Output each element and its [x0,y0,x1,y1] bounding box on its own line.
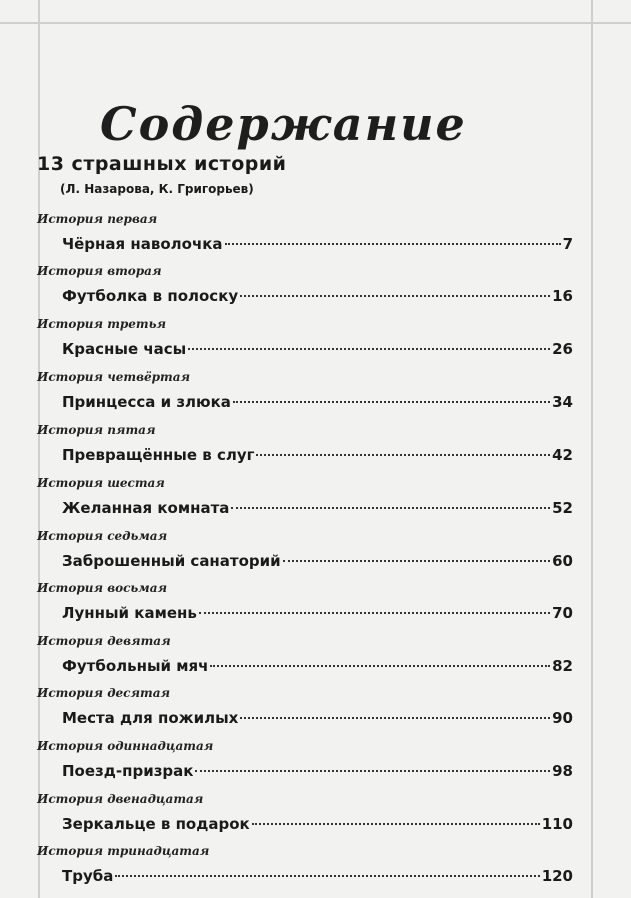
toc-entry[interactable] [37,423,573,477]
toc-entry[interactable] [37,792,573,846]
dot-leader [199,612,550,614]
story-number-label: История двенадцатая [37,792,204,806]
page-number: 34 [552,393,573,411]
dot-leader [256,454,550,456]
page-number: 26 [552,340,573,358]
page-number: 90 [552,709,573,727]
story-number-label: История одиннадцатая [37,739,214,753]
page-number: 82 [552,657,573,675]
story-title: Труба [62,867,114,885]
toc-entry[interactable] [37,317,573,371]
page-number: 60 [552,552,573,570]
story-title: Принцесса и злюка [62,393,231,411]
dot-leader [233,401,550,403]
story-title: Футболка в полоску [62,287,239,305]
story-number-label: История четвёртая [37,370,191,384]
story-title: Места для пожилых [62,709,239,727]
frame-top-border [0,22,631,24]
page-number: 7 [562,235,573,253]
page-number: 70 [552,604,573,622]
dot-leader [252,823,540,825]
dot-leader [231,507,550,509]
collection-authors: (Л. Назарова, К. Григорьев) [60,182,254,196]
collection-title: 13 страшных историй [37,153,287,175]
story-number-label: История восьмая [37,581,168,595]
story-title: Желанная комната [62,499,230,517]
story-number-label: История пятая [37,423,156,437]
page-number: 120 [541,867,573,885]
story-number-label: История вторая [37,264,162,278]
page-number: 16 [552,287,573,305]
toc-entry[interactable] [37,529,573,583]
dot-leader [240,717,550,719]
story-title: Лунный камень [62,604,197,622]
toc-entry[interactable] [37,476,573,530]
dot-leader [225,243,561,245]
story-number-label: История десятая [37,686,171,700]
toc-entry[interactable] [37,739,573,793]
story-title: Зеркальце в подарок [62,815,250,833]
dot-leader [188,348,550,350]
page-number: 42 [552,446,573,464]
story-number-label: История первая [37,212,158,226]
story-title: Превращённые в слуг [62,446,255,464]
dot-leader [195,770,550,772]
story-number-label: История седьмая [37,529,168,543]
dot-leader [115,875,539,877]
page-title: Содержание [100,96,467,151]
toc-entry[interactable] [37,686,573,740]
dot-leader [240,295,550,297]
story-title: Поезд-призрак [62,762,194,780]
toc-entry[interactable] [37,634,573,688]
story-number-label: История девятая [37,634,171,648]
dot-leader [283,560,550,562]
story-number-label: История третья [37,317,167,331]
story-title: Чёрная наволочка [62,235,223,253]
page-number: 98 [552,762,573,780]
toc-entry[interactable] [37,264,573,318]
story-number-label: История шестая [37,476,165,490]
toc-entry[interactable] [37,212,573,266]
page-number: 110 [541,815,573,833]
dot-leader [210,665,550,667]
page-number: 52 [552,499,573,517]
story-title: Заброшенный санаторий [62,552,281,570]
story-title: Красные часы [62,340,187,358]
toc-entry[interactable] [37,581,573,635]
frame-right-border [591,0,593,898]
story-title: Футбольный мяч [62,657,209,675]
story-number-label: История тринадцатая [37,844,210,858]
toc-entry[interactable] [37,370,573,424]
toc-entry[interactable] [37,844,573,898]
